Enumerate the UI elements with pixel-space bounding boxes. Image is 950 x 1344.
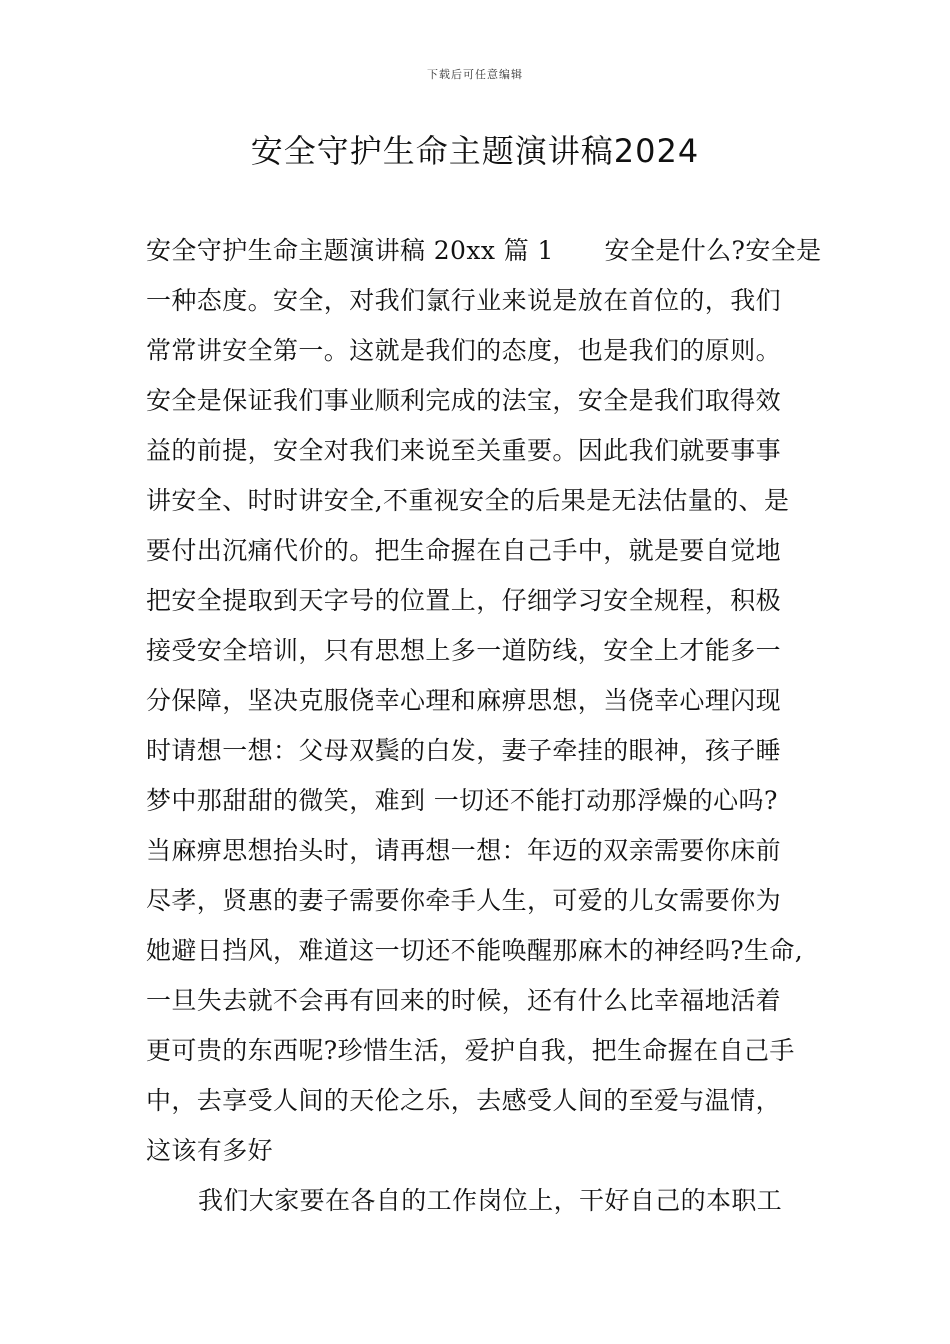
body-line: 一种态度。安全，对我们氯行业来说是放在首位的，我们 (146, 286, 782, 315)
body-line: 中，去享受人间的天伦之乐，去感受人间的至爱与温情， (146, 1086, 782, 1115)
body-line: 更可贵的东西呢?珍惜生活，爱护自我，把生命握在自己手 (146, 1036, 795, 1065)
body-line: 常常讲安全第一。这就是我们的态度，也是我们的原则。 (146, 336, 782, 365)
body-line: 分保障，坚决克服侥幸心理和麻痹思想，当侥幸心理闪现 (146, 686, 782, 715)
body-line: 梦中那甜甜的微笑，难到 一切还不能打动那浮燥的心吗? (146, 786, 778, 815)
document-title: 安全守护生命主题演讲稿2024 (250, 132, 700, 170)
body-line: 尽孝，贤惠的妻子需要你牵手人生，可爱的儿女需要你为 (146, 886, 782, 915)
body-line: 时请想一想：父母双鬓的白发，妻子牵挂的眼神，孩子睡 (146, 736, 782, 765)
body-line: 她避日挡风，难道这一切还不能唤醒那麻木的神经吗?生命, (146, 936, 804, 965)
body-line: 要付出沉痛代价的。把生命握在自己手中，就是要自觉地 (146, 536, 782, 565)
body-line: 这该有多好 (146, 1136, 274, 1165)
header-note: 下载后可任意编辑 (427, 68, 523, 81)
body-line: 接受安全培训，只有思想上多一道防线，安全上才能多一 (146, 636, 782, 665)
body-line: 安全是保证我们事业顺利完成的法宝，安全是我们取得效 (146, 386, 782, 415)
body-line: 讲安全、时时讲安全,不重视安全的后果是无法估量的、是 (146, 486, 790, 515)
body-line: 益的前提，安全对我们来说至关重要。因此我们就要事事 (146, 436, 782, 465)
document-body (146, 226, 822, 1226)
paragraph-2-line: 我们大家要在各自的工作岗位上，干好自己的本职工 (198, 1186, 783, 1215)
body-line: 安全守护生命主题演讲稿 20xx 篇 1 安全是什么?安全是 (146, 236, 822, 265)
body-line: 当麻痹思想抬头时，请再想一想：年迈的双亲需要你床前 (146, 836, 782, 865)
body-line: 一旦失去就不会再有回来的时候，还有什么比幸福地活着 (146, 986, 782, 1015)
body-line: 把安全提取到天字号的位置上，仔细学习安全规程，积极 (146, 586, 782, 615)
